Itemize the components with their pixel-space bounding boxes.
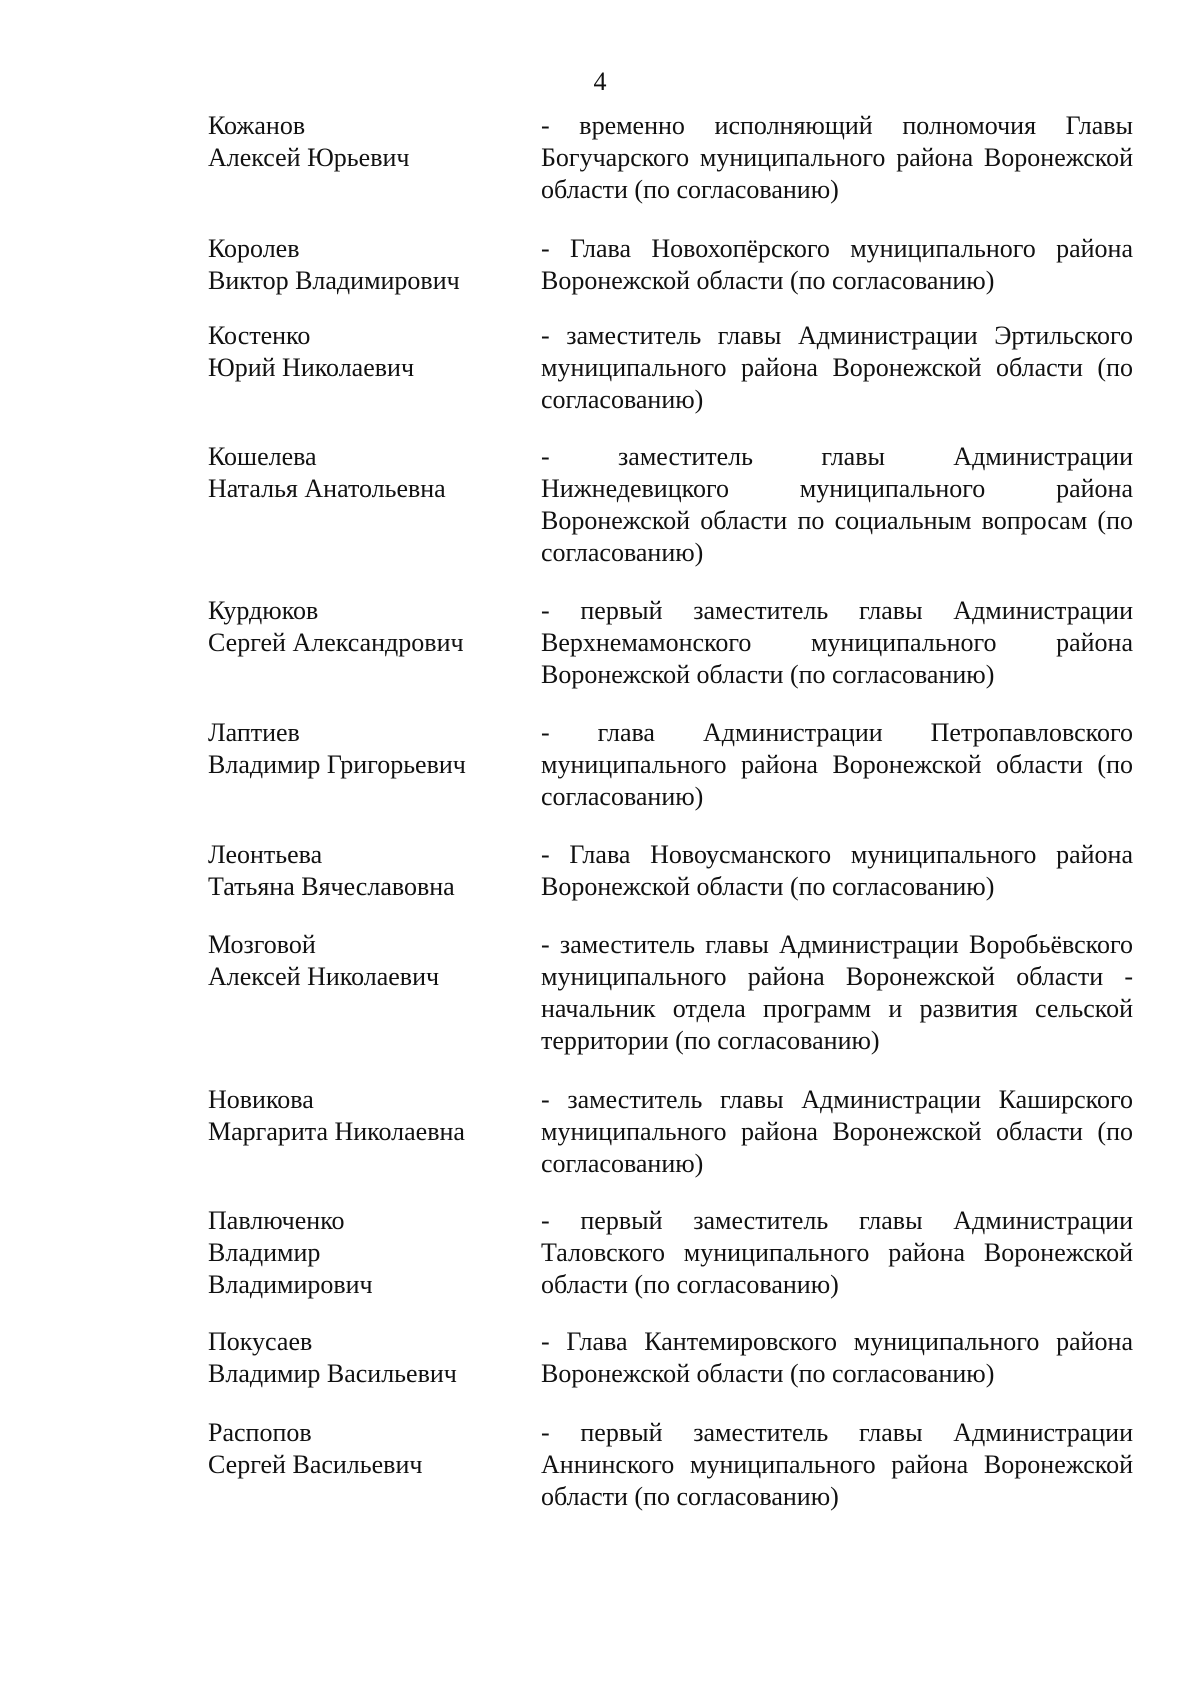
position-description: - Глава Кантемировского муниципального района Воронежской области (по согласованию) (541, 1327, 1133, 1388)
position-description: - глава Администрации Петропавловского муниципального района Воронежской области (по согласованию) (541, 718, 1133, 811)
person-name (208, 1326, 541, 1390)
surname: Королев (208, 234, 300, 263)
person-name (208, 320, 541, 384)
given-names: Владимир (208, 1238, 321, 1267)
person-name (208, 1417, 541, 1481)
position-description: - заместитель главы Администрации Каширского муниципального района Воронежской области (по согласованию) (541, 1085, 1133, 1178)
position-description: - заместитель главы Администрации Нижнедевицкого муниципального района Воронежской области по социальным вопросам (по согласованию) (541, 442, 1133, 567)
person-name (208, 441, 541, 505)
position-description: - первый заместитель главы Администрации Верхнемамонского муниципального района Воронежской области (по согласованию) (541, 596, 1133, 689)
list-item (208, 1084, 1133, 1180)
list-item (208, 1326, 1133, 1390)
list-item (208, 839, 1133, 903)
surname: Павлюченко (208, 1206, 345, 1235)
given-names: Виктор Владимирович (208, 266, 460, 295)
position-description: - заместитель главы Администрации Эртильского муниципального района Воронежской области (по согласованию) (541, 321, 1133, 414)
person-name (208, 839, 541, 903)
person-name (208, 110, 541, 174)
patronymic: Владимирович (208, 1270, 373, 1299)
surname: Костенко (208, 321, 311, 350)
given-names: Татьяна Вячеславовна (208, 872, 455, 901)
surname: Курдюков (208, 596, 319, 625)
position-description: - заместитель главы Администрации Воробьёвского муниципального района Воронежской области - начальник отдела программ и развития сельской территории (по согласованию) (541, 930, 1133, 1055)
position-description: - первый заместитель главы Администрации Аннинского муниципального района Воронежской области (по согласованию) (541, 1418, 1133, 1511)
list-item (208, 320, 1133, 416)
surname: Леонтьева (208, 840, 323, 869)
given-names: Алексей Юрьевич (208, 143, 410, 172)
surname: Кожанов (208, 111, 306, 140)
given-names: Алексей Николаевич (208, 962, 440, 991)
list-item (208, 595, 1133, 691)
given-names: Маргарита Николаевна (208, 1117, 465, 1146)
given-names: Юрий Николаевич (208, 353, 415, 382)
position-description: - Глава Новоусманского муниципального района Воронежской области (по согласованию) (541, 840, 1133, 901)
position-description: - временно исполняющий полномочия Главы Богучарского муниципального района Воронежской области (по согласованию) (541, 111, 1133, 204)
surname: Новикова (208, 1085, 314, 1114)
person-name (208, 233, 541, 297)
person-name (208, 1084, 541, 1148)
given-names: Сергей Александрович (208, 628, 464, 657)
given-names: Наталья Анатольевна (208, 474, 446, 503)
position-description: - Глава Новохопёрского муниципального района Воронежской области (по согласованию) (541, 234, 1133, 295)
person-name (208, 929, 541, 993)
list-item (208, 110, 1133, 206)
page-number: 4 (593, 67, 607, 96)
members-list (208, 110, 1133, 1513)
given-names: Сергей Васильевич (208, 1450, 423, 1479)
surname: Покусаев (208, 1327, 313, 1356)
surname: Мозговой (208, 930, 316, 959)
position-description: - первый заместитель главы Администрации Таловского муниципального района Воронежской области (по согласованию) (541, 1206, 1133, 1299)
surname: Лаптиев (208, 718, 300, 747)
list-item (208, 929, 1133, 1057)
list-item (208, 1417, 1133, 1513)
list-item (208, 441, 1133, 569)
list-item (208, 1205, 1133, 1301)
list-item (208, 717, 1133, 813)
person-name (208, 1205, 541, 1301)
given-names: Владимир Васильевич (208, 1359, 457, 1388)
person-name (208, 717, 541, 781)
list-item (208, 233, 1133, 297)
person-name (208, 595, 541, 659)
surname: Распопов (208, 1418, 312, 1447)
given-names: Владимир Григорьевич (208, 750, 466, 779)
surname: Кошелева (208, 442, 317, 471)
